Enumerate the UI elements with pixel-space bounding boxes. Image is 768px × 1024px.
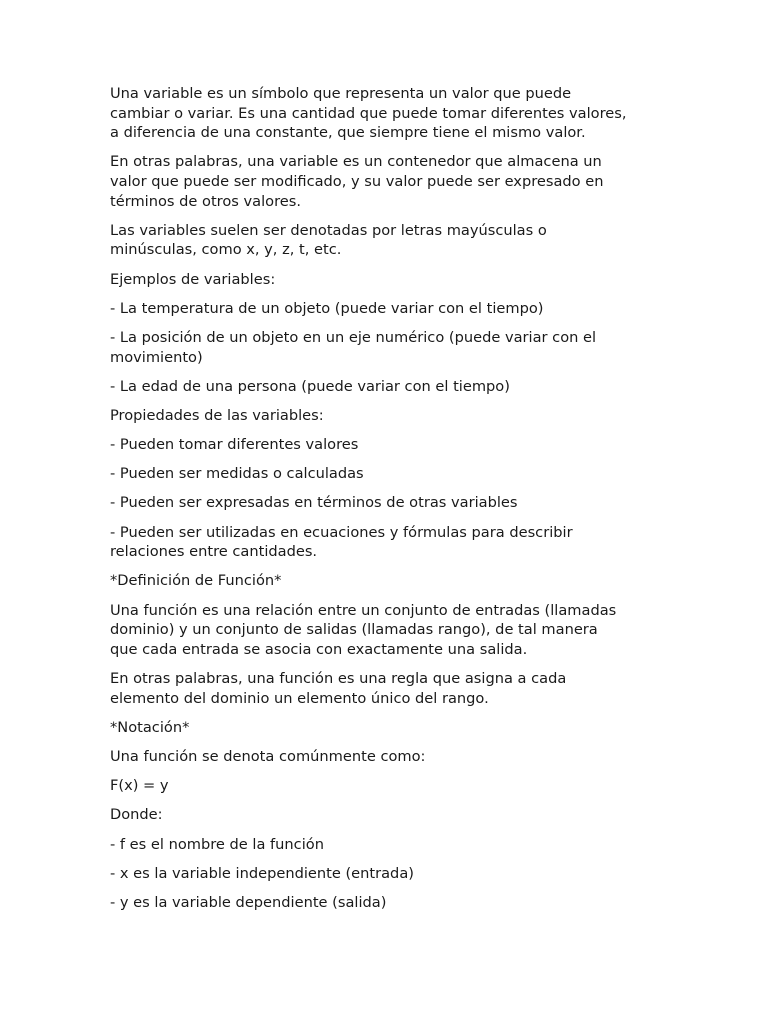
paragraph-variable-container: En otras palabras, una variable es un contenedor que almacena un valor que puede ser modificado, y su valor puede ser expresado en términos de otros valores. [110, 153, 604, 210]
list-item-property-expressed: - Pueden ser expresadas en términos de otras variables [110, 494, 518, 512]
list-item-property-measured: - Pueden ser medidas o calculadas [110, 465, 364, 483]
paragraph-function-definition: Una función es una relación entre un conjunto de entradas (llamadas dominio) y un conjunto de salidas (llamadas rango), de tal manera que cada entrada se asocia con exactamente una salida. [110, 601, 617, 658]
heading-properties: Propiedades de las variables: [110, 406, 324, 424]
heading-function-definition: *Definición de Función* [110, 572, 282, 590]
paragraph-function-rule: En otras palabras, una función es una regla que asigna a cada elemento del dominio un elemento único del rango. [110, 669, 567, 707]
heading-where: Donde: [110, 806, 163, 824]
paragraph-variable-notation: Las variables suelen ser denotadas por letras mayúsculas o minúsculas, como x, y, z, t, etc. [110, 221, 547, 259]
list-item-f-name: - f es el nombre de la función [110, 835, 324, 853]
list-item-property-equations: - Pueden ser utilizadas en ecuaciones y fórmulas para describir relaciones entre cantidades. [110, 523, 573, 561]
list-item-example-position: - La posición de un objeto en un eje numérico (puede variar con el movimiento) [110, 328, 597, 366]
list-item-property-values: - Pueden tomar diferentes valores [110, 436, 359, 454]
list-item-example-temperature: - La temperatura de un objeto (puede variar con el tiempo) [110, 299, 544, 317]
document-body [110, 84, 670, 922]
list-item-y-dependent: - y es la variable dependiente (salida) [110, 893, 387, 911]
list-item-x-independent: - x es la variable independiente (entrada) [110, 864, 414, 882]
heading-notation: *Notación* [110, 718, 190, 736]
heading-examples: Ejemplos de variables: [110, 270, 276, 288]
paragraph-variable-definition: Una variable es un símbolo que representa un valor que puede cambiar o variar. Es una cantidad que puede tomar diferentes valores, a diferencia de una constante, que siempre tiene el mismo valor. [110, 85, 627, 142]
paragraph-notation-intro: Una función se denota comúnmente como: [110, 747, 426, 765]
list-item-example-age: - La edad de una persona (puede variar con el tiempo) [110, 377, 510, 395]
formula-function: F(x) = y [110, 777, 169, 795]
